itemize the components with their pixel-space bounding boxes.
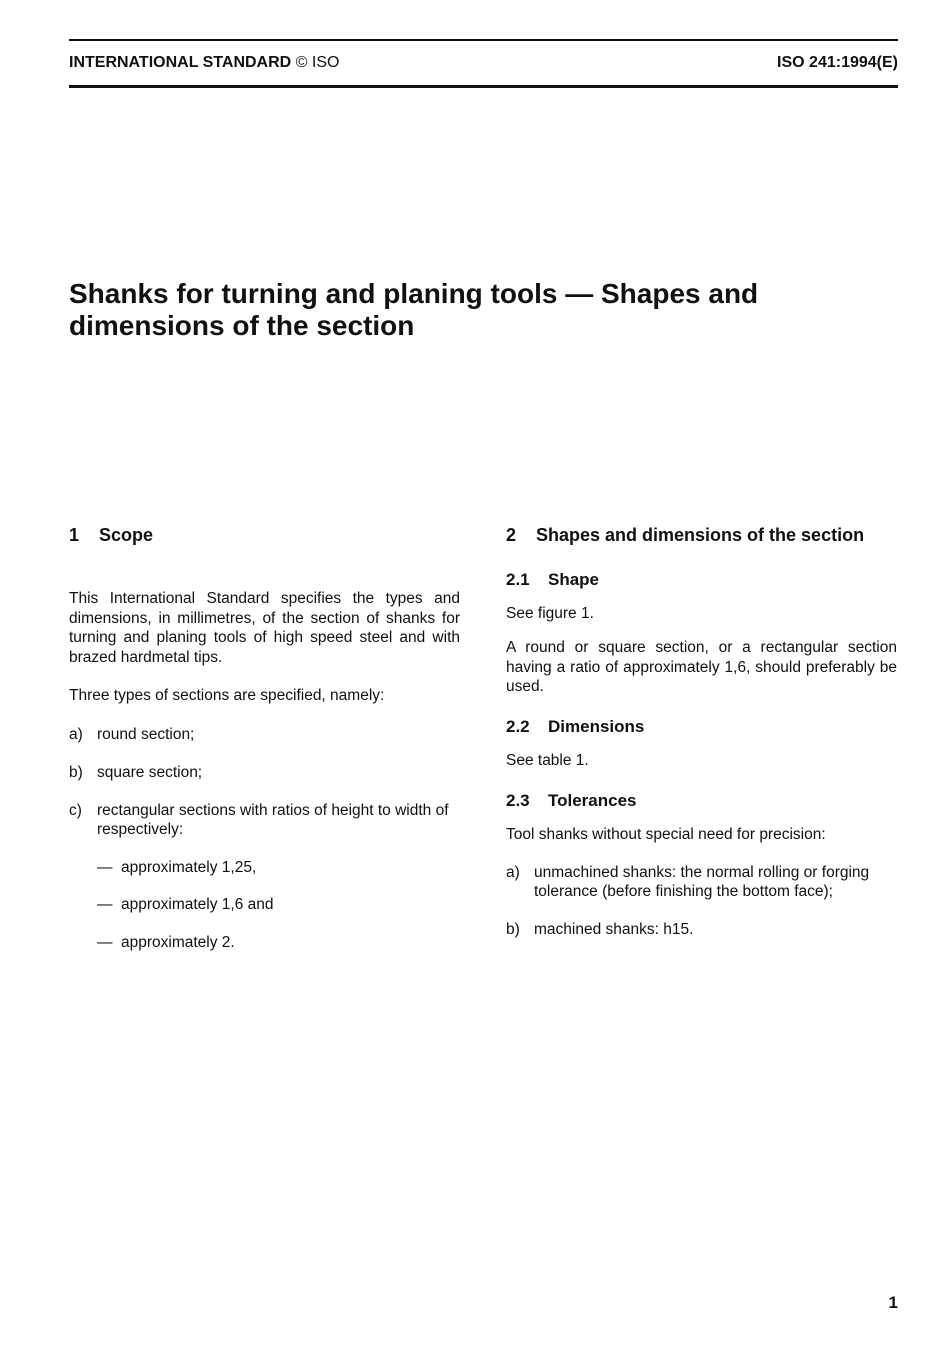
- subsection-2-3-number: 2.3: [506, 790, 530, 810]
- subsection-2-2-heading: [506, 717, 897, 737]
- section-2-number: 2: [506, 525, 517, 545]
- list-item: [506, 920, 897, 940]
- sub-list-item-text: approximately 1,6 and: [121, 896, 274, 913]
- sub-list-item-text: approximately 1,25,: [121, 858, 257, 876]
- subsection-2-3-heading: [506, 791, 897, 811]
- list-item-label: a): [506, 863, 520, 881]
- list-item: [69, 801, 460, 840]
- right-column: [506, 526, 897, 939]
- dimensions-paragraph: See table 1.: [506, 752, 589, 769]
- tolerances-paragraph: Tool shanks without special need for precision:: [506, 826, 826, 843]
- document-title: Shanks for turning and planing tools — Shapes and dimensions of the section: [69, 278, 759, 341]
- page-number: 1: [888, 1293, 898, 1312]
- header-copyright: © ISO: [295, 54, 340, 71]
- subsection-2-1-number: 2.1: [506, 570, 530, 589]
- section-2-heading: [506, 526, 897, 550]
- list-item-label: b): [506, 920, 520, 938]
- dash-mark: —: [97, 933, 113, 951]
- shape-paragraph-1: See figure 1.: [506, 604, 594, 622]
- scope-paragraph-2: Three types of sections are specified, namely:: [69, 687, 385, 704]
- list-item-text: square section;: [97, 764, 203, 781]
- list-item-text: machined shanks: h15.: [534, 920, 694, 938]
- sub-list-item: [69, 895, 460, 915]
- subsection-2-1-title: Shape: [548, 570, 600, 589]
- list-item: [69, 763, 460, 783]
- section-1-heading: [69, 526, 460, 550]
- sub-list-item: [69, 933, 460, 953]
- header-top-rule: [69, 39, 898, 41]
- section-1-number: 1: [69, 525, 80, 545]
- subsection-2-3-title: Tolerances: [548, 790, 637, 810]
- subsection-2-1-heading: [506, 570, 897, 590]
- shape-paragraph-2: A round or square section, or a rectangular section having a ratio of approximately 1,6, should preferably be used.: [506, 639, 897, 695]
- header-document-id: ISO 241:1994(E): [777, 54, 898, 71]
- list-item: [506, 863, 897, 902]
- subsection-2-2-title: Dimensions: [548, 716, 645, 736]
- left-column: [69, 526, 460, 952]
- header-standard-type: INTERNATIONAL STANDARD: [69, 54, 292, 71]
- list-item-text: rectangular sections with ratios of height to width of respectively:: [97, 801, 449, 838]
- sub-list-item: [69, 858, 460, 878]
- scope-paragraph-1: This International Standard specifies the types and dimensions, in millimetres, of the section of shanks for turning and planing tools of high speed steel and with brazed hardmetal tips.: [69, 590, 460, 666]
- list-item: [69, 725, 460, 745]
- list-item-label: a): [69, 725, 83, 743]
- header-standard-label: [69, 54, 339, 72]
- list-item-text: round section;: [97, 725, 195, 743]
- list-item-label: b): [69, 764, 83, 781]
- list-item-label: c): [69, 801, 82, 819]
- header-bottom-rule: [69, 85, 898, 88]
- dash-mark: —: [97, 896, 113, 913]
- dash-mark: —: [97, 858, 113, 876]
- section-2-title: Shapes and dimensions of the section: [536, 525, 865, 545]
- section-1-title: Scope: [99, 525, 154, 545]
- list-item-text: unmachined shanks: the normal rolling or forging tolerance (before finishing the bottom face);: [534, 863, 870, 900]
- subsection-2-2-number: 2.2: [506, 716, 530, 736]
- sub-list-item-text: approximately 2.: [121, 933, 235, 951]
